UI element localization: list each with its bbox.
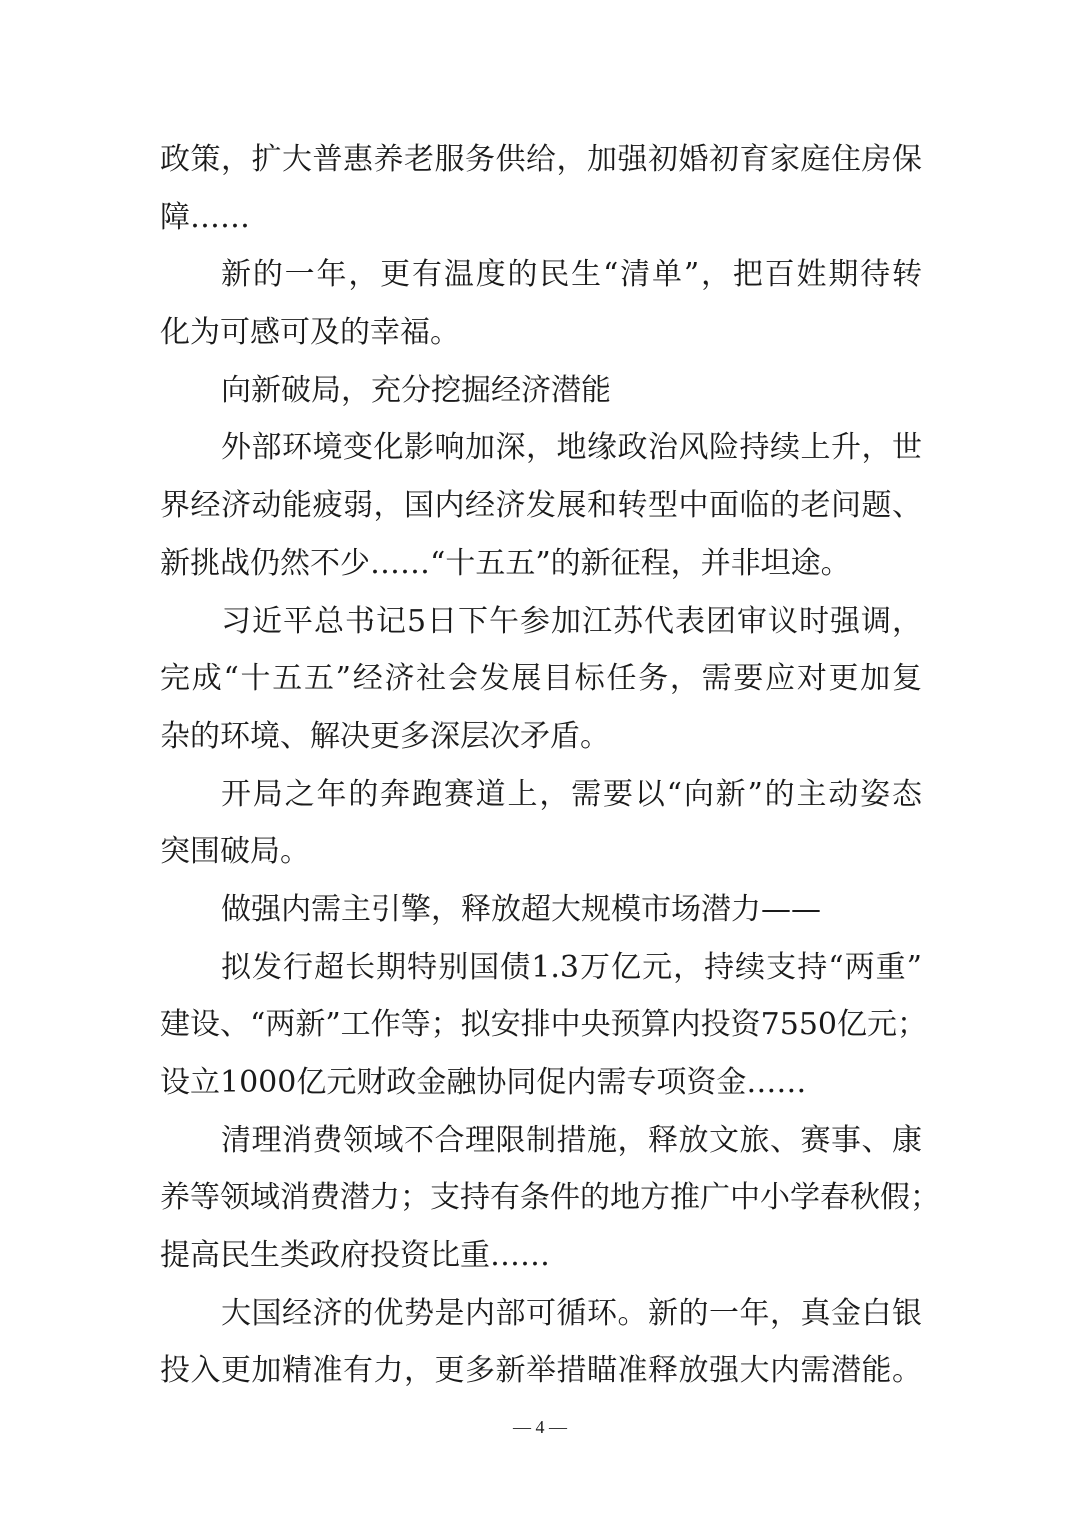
text-line: 障…… (160, 199, 250, 235)
text-line: 杂的环境、解决更多深层次矛盾。 (160, 718, 610, 754)
text-line: 拟发行超长期特别国债1.3万亿元，持续支持“两重” (221, 949, 922, 985)
text-line: 养等领域消费潜力；支持有条件的地方推广中小学春秋假； (160, 1180, 940, 1216)
text-line: 界经济动能疲弱，国内经济发展和转型中面临的老问题、 (160, 488, 922, 524)
text-line: 清理消费领域不合理限制措施，释放文旅、赛事、康 (221, 1122, 922, 1158)
text-line: 外部环境变化影响加深，地缘政治风险持续上升，世 (221, 430, 922, 466)
text-line: 开局之年的奔跑赛道上，需要以“向新”的主动姿态 (221, 776, 922, 812)
text-line: 大国经济的优势是内部可循环。新的一年，真金白银 (221, 1295, 922, 1331)
body-text (160, 131, 940, 1400)
text-line: 设立1000亿元财政金融协同促内需专项资金…… (160, 1065, 807, 1100)
text-line: 习近平总书记5日下午参加江苏代表团审议时强调， (221, 603, 922, 639)
text-line: 投入更加精准有力，更多新举措瞄准释放强大内需潜能。 (160, 1353, 922, 1389)
text-line: 新的一年，更有温度的民生“清单”，把百姓期待转 (221, 257, 922, 293)
page-number: — 4 — (513, 1417, 567, 1437)
text-line: 向新破局，充分挖掘经济潜能 (221, 372, 611, 408)
text-line: 新挑战仍然不少……“十五五”的新征程，并非坦途。 (160, 545, 851, 581)
text-line: 政策，扩大普惠养老服务供给，加强初婚初育家庭住房保 (160, 142, 922, 177)
text-line: 建设、“两新”工作等；拟安排中央预算内投资7550亿元； (160, 1007, 928, 1043)
text-line: 做强内需主引擎，释放超大规模市场潜力—— (221, 891, 821, 927)
text-line: 突围破局。 (160, 834, 310, 870)
text-line: 化为可感可及的幸福。 (160, 315, 460, 351)
text-line: 提高民生类政府投资比重…… (160, 1238, 550, 1274)
text-line: 完成“十五五”经济社会发展目标任务，需要应对更加复 (160, 661, 922, 697)
